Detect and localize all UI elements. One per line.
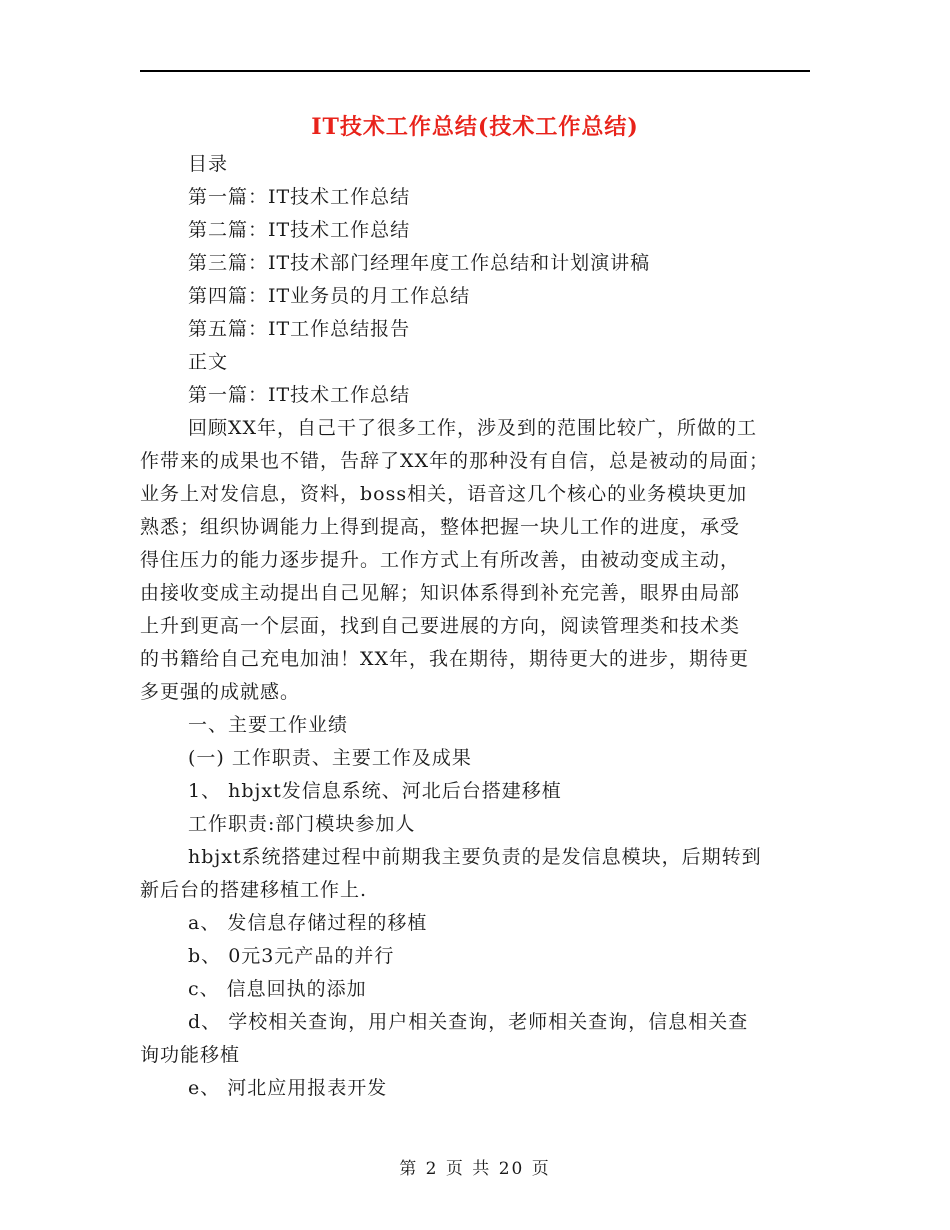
- toc-item: 第二篇：IT技术工作总结: [188, 219, 411, 241]
- toc-item: 第一篇：IT技术工作总结: [188, 186, 411, 208]
- intro-line: 业务上对发信息，资料，boss相关，语音这几个核心的业务模块更加: [140, 483, 748, 505]
- intro-line: 上升到更高一个层面，找到自己要进展的方向，阅读管理类和技术类: [140, 615, 741, 637]
- task-item: b、 0元3元产品的并行: [188, 945, 395, 967]
- task-item: e、 河北应用报表开发: [188, 1077, 388, 1099]
- intro-line: 由接收变成主动提出自己见解；知识体系得到补充完善，眼界由局部: [140, 582, 741, 604]
- duty-line: 工作职责:部门模块参加人: [188, 813, 416, 835]
- toc-item: 第三篇：IT技术部门经理年度工作总结和计划演讲稿: [188, 252, 651, 274]
- intro-line: 回顾XX年，自己干了很多工作，涉及到的范围比较广，所做的工: [188, 417, 758, 439]
- toc-heading: 目录: [188, 153, 229, 175]
- intro-line: 得住压力的能力逐步提升。工作方式上有所改善，由被动变成主动，: [140, 549, 741, 571]
- task-item: c、 信息回执的添加: [188, 978, 367, 1000]
- intro-line: 作带来的成果也不错，告辞了XX年的那种没有自信，总是被动的局面；: [140, 450, 770, 472]
- body-heading: 正文: [188, 351, 229, 373]
- task-item: d、 学校相关查询，用户相关查询，老师相关查询，信息相关查: [188, 1011, 749, 1033]
- task-item: a、 发信息存储过程的移植: [188, 912, 428, 934]
- task-item: 询功能移植: [140, 1044, 241, 1066]
- article-title: 第一篇：IT技术工作总结: [188, 384, 411, 406]
- description-line: hbjxt系统搭建过程中前期我主要负责的是发信息模块，后期转到: [188, 846, 762, 868]
- intro-line: 熟悉；组织协调能力上得到提高，整体把握一块儿工作的进度，承受: [140, 516, 741, 538]
- header-rule: [140, 70, 810, 72]
- intro-line: 多更强的成就感。: [140, 681, 301, 703]
- document-title: IT技术工作总结(技术工作总结): [311, 114, 639, 140]
- intro-line: 的书籍给自己充电加油！XX年，我在期待，期待更大的进步，期待更: [140, 648, 750, 670]
- section-heading: 一、主要工作业绩: [188, 714, 349, 736]
- toc-item: 第五篇：IT工作总结报告: [188, 318, 411, 340]
- subsection-heading: (一) 工作职责、主要工作及成果: [188, 747, 472, 769]
- description-line: 新后台的搭建移植工作上.: [140, 879, 368, 901]
- toc-item: 第四篇：IT业务员的月工作总结: [188, 285, 471, 307]
- item-heading: 1、 hbjxt发信息系统、河北后台搭建移植: [188, 780, 562, 802]
- document-body: [140, 148, 810, 1105]
- page-footer: 第 2 页 共 20 页: [399, 1159, 551, 1179]
